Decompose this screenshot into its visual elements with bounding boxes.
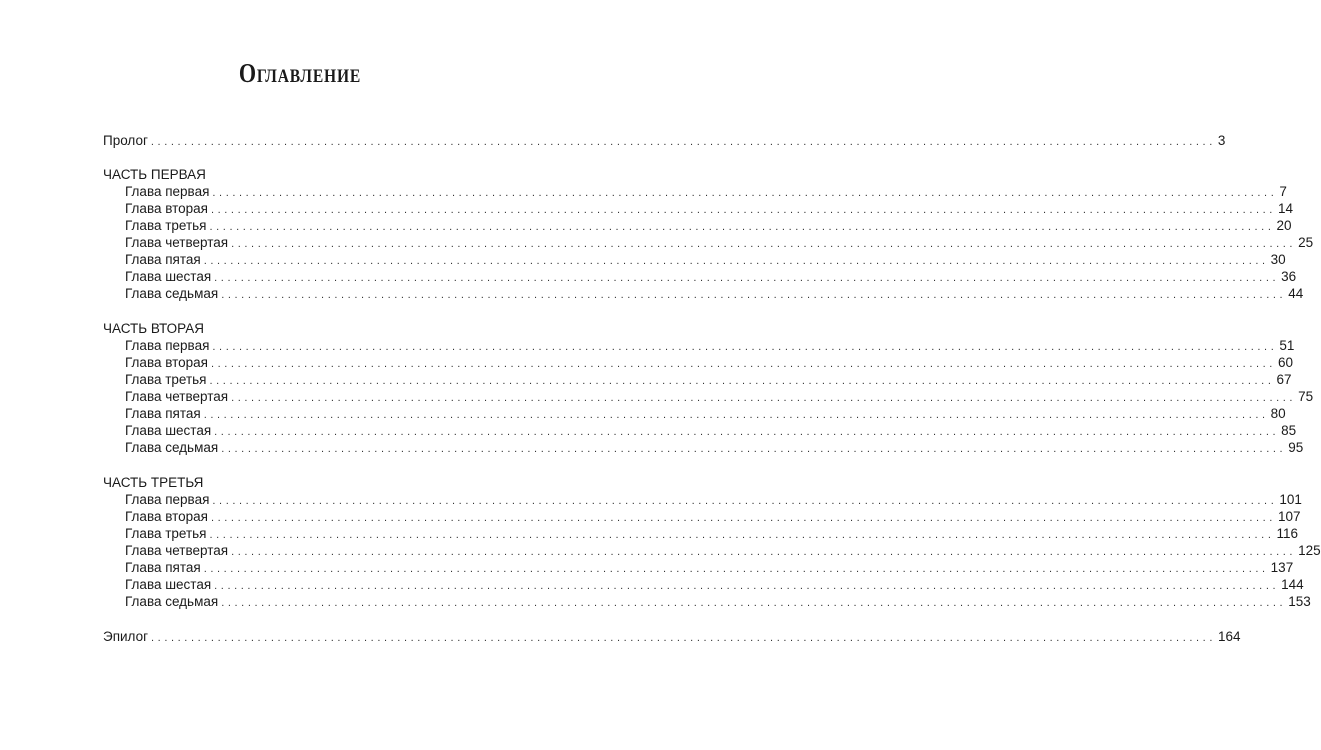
toc-entry-chapter[interactable] [103,525,1299,542]
leader-dots: ................................................................................................................................................................ [221,597,1287,609]
toc-page-number: 3 [1217,133,1226,148]
toc-page-number: 95 [1288,440,1304,455]
toc-entry-chapter[interactable] [103,285,1304,302]
toc-page-number: 101 [1279,492,1302,507]
toc-page-number: 107 [1277,509,1301,524]
toc-page-number: 137 [1270,560,1294,575]
toc-entry-chapter[interactable] [103,422,1297,439]
toc-entry-chapter[interactable] [103,559,1294,576]
toc-entry-label: Глава третья [125,526,207,541]
toc-page-number: 125 [1298,543,1321,558]
toc-entry-chapter[interactable] [103,405,1286,422]
toc-entry-label: Глава пятая [125,560,201,575]
toc-page-number: 116 [1276,526,1299,541]
toc-page-number: 60 [1277,355,1293,370]
toc-entry-epilogue[interactable] [103,628,1241,645]
toc-entry-chapter[interactable] [103,542,1321,559]
toc-entry-label: Глава четвертая [125,389,229,404]
toc-page-number: 153 [1288,594,1311,609]
toc-page-number: 164 [1218,629,1241,644]
toc-entry-chapter[interactable] [103,593,1311,610]
toc-entry-chapter[interactable] [103,234,1314,251]
toc-entry-label: Глава седьмая [125,594,219,609]
leader-dots: ................................................................................................................................................................ [214,580,1280,592]
leader-dots: ................................................................................................................................................................ [231,238,1297,250]
page-title: Оглавление [238,58,362,88]
toc-entry-label: Глава пятая [125,252,201,267]
toc-entry-label: Глава третья [125,218,207,233]
toc-entry-chapter[interactable] [103,268,1297,285]
toc-entry-chapter[interactable] [103,200,1293,217]
toc-entry-prologue[interactable] [103,132,1226,149]
toc-entry-label: Глава шестая [125,577,212,592]
leader-dots: ................................................................................................................................................................ [209,221,1275,233]
part-heading-1[interactable]: ЧАСТЬ ПЕРВАЯ [103,167,206,182]
leader-dots: ................................................................................................................................................................ [209,529,1275,541]
toc-entry-chapter[interactable] [103,354,1293,371]
toc-page-number: 30 [1270,252,1286,267]
toc-entry-chapter[interactable] [103,183,1287,200]
toc-page-number: 51 [1279,338,1295,353]
leader-dots: ................................................................................................................................................................ [212,341,1278,353]
leader-dots: ................................................................................................................................................................ [212,495,1278,507]
toc-page-number: 25 [1298,235,1314,250]
toc-entry-chapter[interactable] [103,439,1304,456]
toc-entry-label: Глава седьмая [125,440,219,455]
toc-entry-label: Пролог [103,133,148,148]
toc-entry-label: Эпилог [103,629,149,644]
toc-page-number: 80 [1270,406,1286,421]
leader-dots: ................................................................................................................................................................ [210,204,1276,216]
leader-dots: ................................................................................................................................................................ [221,289,1287,301]
leader-dots: ................................................................................................................................................................ [203,409,1269,421]
leader-dots: ................................................................................................................................................................ [212,187,1278,199]
toc-entry-chapter[interactable] [103,508,1301,525]
toc-entry-label: Глава вторая [125,509,208,524]
leader-dots: ................................................................................................................................................................ [203,563,1269,575]
leader-dots: ................................................................................................................................................................ [209,375,1275,387]
toc-page-number: 20 [1276,218,1292,233]
toc-entry-label: Глава первая [125,338,210,353]
toc-entry-label: Глава пятая [125,406,201,421]
toc-entry-chapter[interactable] [103,388,1314,405]
leader-dots: ................................................................................................................................................................ [214,426,1280,438]
leader-dots: ................................................................................................................................................................ [231,392,1297,404]
toc-entry-label: Глава первая [125,492,210,507]
toc-page-number: 7 [1279,184,1287,199]
toc-entry-chapter[interactable] [103,371,1292,388]
leader-dots: ................................................................................................................................................................ [210,358,1276,370]
toc-entry-chapter[interactable] [103,576,1304,593]
toc-entry-label: Глава четвертая [125,235,229,250]
toc-entry-label: Глава первая [125,184,210,199]
leader-dots: ................................................................................................................................................................ [210,512,1276,524]
toc-entry-label: Глава седьмая [125,286,219,301]
leader-dots: ................................................................................................................................................................ [221,443,1287,455]
toc-page-number: 75 [1298,389,1314,404]
toc-page-number: 144 [1281,577,1304,592]
toc-page-number: 14 [1277,201,1293,216]
toc-page-number: 36 [1281,269,1297,284]
toc-entry-label: Глава третья [125,372,207,387]
toc-page-number: 44 [1288,286,1304,301]
toc-page-number: 67 [1276,372,1292,387]
leader-dots: ................................................................................................................................................................ [151,632,1216,644]
toc-entry-label: Глава шестая [125,423,212,438]
toc-page-number: 85 [1281,423,1297,438]
toc-entry-label: Глава шестая [125,269,212,284]
part-heading-2[interactable]: ЧАСТЬ ВТОРАЯ [103,321,204,336]
leader-dots: ................................................................................................................................................................ [150,136,1216,148]
table-of-contents [103,132,1321,645]
leader-dots: ................................................................................................................................................................ [214,272,1280,284]
part-heading-3[interactable]: ЧАСТЬ ТРЕТЬЯ [103,475,204,490]
toc-entry-chapter[interactable] [103,491,1302,508]
toc-entry-label: Глава вторая [125,355,208,370]
toc-entry-chapter[interactable] [103,251,1286,268]
toc-entry-label: Глава четвертая [125,543,229,558]
toc-entry-chapter[interactable] [103,337,1295,354]
toc-entry-label: Глава вторая [125,201,208,216]
leader-dots: ................................................................................................................................................................ [203,255,1269,267]
toc-entry-chapter[interactable] [103,217,1292,234]
leader-dots: ................................................................................................................................................................ [231,546,1297,558]
